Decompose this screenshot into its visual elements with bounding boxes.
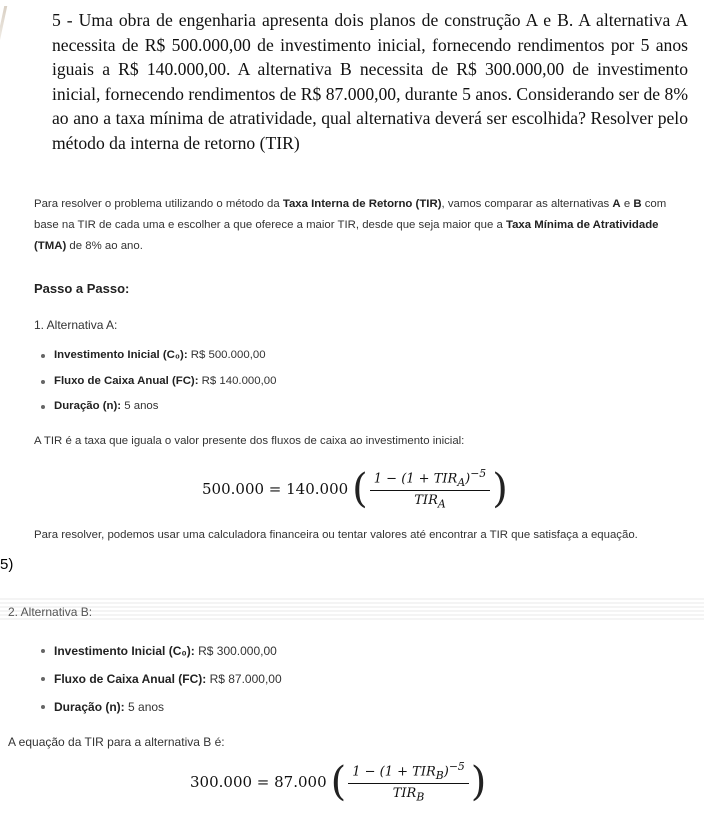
denominator-subscript: A <box>437 497 446 511</box>
numerator-text: 1 − (1 + TIR <box>373 471 458 487</box>
alternative-b-header-band <box>0 596 704 620</box>
equation-lhs: 500.000 = 140.000 <box>202 479 349 498</box>
item-value: 5 anos <box>124 700 165 714</box>
intro-bold-b: B <box>633 198 642 210</box>
intro-bold-tma: Taxa Mínima de Atratividade (TMA) <box>34 219 659 252</box>
numerator-text: 1 − (1 + TIR <box>352 764 436 780</box>
item-value: R$ 500.000,00 <box>187 349 266 361</box>
numerator-exponent: −5 <box>448 760 465 773</box>
item-value: R$ 87.000,00 <box>206 672 282 686</box>
alternative-b-list <box>40 637 282 721</box>
resolve-paragraph: Para resolver, podemos usar uma calculadora financeira ou tentar valores até encontrar a TIR que satisfaça a equação. <box>34 529 638 541</box>
item-value: R$ 140.000,00 <box>198 374 277 387</box>
tir-equation-b-description: A equação da TIR para a alternativa B é: <box>8 735 225 749</box>
numerator-exponent: −5 <box>470 467 487 480</box>
equation-lhs: 300.000 = 87.000 <box>190 772 327 791</box>
fraction <box>370 467 490 511</box>
denominator-subscript: B <box>416 790 425 804</box>
list-item <box>40 693 282 721</box>
item-label: Investimento Inicial (C₀): <box>54 349 188 361</box>
alternative-a-title: 1. Alternativa A: <box>34 318 118 332</box>
list-item <box>40 343 276 369</box>
numerator-close: ) <box>465 471 471 487</box>
denominator-text: TIR <box>414 492 438 508</box>
tir-equation-b <box>190 760 486 804</box>
tir-description: A TIR é a taxa que iguala o valor presente dos fluxos de caixa ao investimento inicial: <box>34 435 465 447</box>
list-item <box>40 637 282 665</box>
right-paren: ) <box>470 758 487 805</box>
intro-bold-tir: Taxa Interna de Retorno (TIR) <box>282 198 442 210</box>
fraction-denominator <box>410 491 449 511</box>
item-label: Fluxo de Caixa Anual (FC): <box>54 374 199 387</box>
alternative-a-list <box>40 343 276 420</box>
problem-statement: 5 - Uma obra de engenharia apresenta dois planos de construção A e B. A alternativa A necessita de R$ 500.000,00 de investimento inicial, fornecendo rendimentos por 5 anos iguais a R$ 140.000,00. A alternativa B necessita de R$ 300.000,00 de investimento inicial, fornecendo rendimentos de R$ 87.000,00, durante 5 anos. Considerando ser de 8% ao ano a taxa mínima de atratividade, qual alternativa deverá ser escolhida? Resolver pelo método da interna de retorno (TIR) <box>52 10 688 153</box>
scan-edge-mark <box>0 6 7 46</box>
denominator-text: TIR <box>392 785 417 801</box>
tir-equation-a <box>202 467 508 511</box>
intro-text-5: de 8% ao ano. <box>66 240 143 252</box>
numerator-close: ) <box>443 764 449 780</box>
fraction <box>348 760 469 804</box>
numerator-subscript: A <box>457 475 466 489</box>
list-item <box>40 394 276 420</box>
list-item <box>40 665 282 693</box>
intro-text-3: e <box>620 198 634 210</box>
item-label: Fluxo de Caixa Anual (FC): <box>54 672 207 686</box>
right-paren: ) <box>492 465 508 512</box>
item-label: Duração (n): <box>54 700 125 714</box>
intro-bold-a: A <box>612 198 621 210</box>
alternative-b-title: 2. Alternativa B: <box>8 605 93 619</box>
fraction-numerator <box>370 467 490 491</box>
intro-text-2: , vamos comparar as alternativas <box>441 198 613 210</box>
list-item <box>40 369 276 395</box>
intro-text-1: Para resolver o problema utilizando o método da <box>34 198 283 210</box>
left-paren: ( <box>330 758 347 805</box>
step-title: Passo a Passo: <box>34 281 130 296</box>
item-value: R$ 300.000,00 <box>194 644 277 658</box>
item-value: 5 anos <box>121 400 159 412</box>
intro-paragraph <box>34 194 674 257</box>
item-label: Investimento Inicial (C₀): <box>54 644 195 658</box>
item-label: Duração (n): <box>54 400 122 412</box>
intro-text-4: com base na TIR de cada uma e escolher a que oferece a maior TIR, desde que seja maior que a <box>34 198 667 231</box>
side-number-label: 5) <box>0 556 14 573</box>
numerator-subscript: B <box>435 768 444 782</box>
fraction-denominator <box>389 784 429 804</box>
left-paren: ( <box>352 465 368 512</box>
fraction-numerator <box>348 760 469 784</box>
